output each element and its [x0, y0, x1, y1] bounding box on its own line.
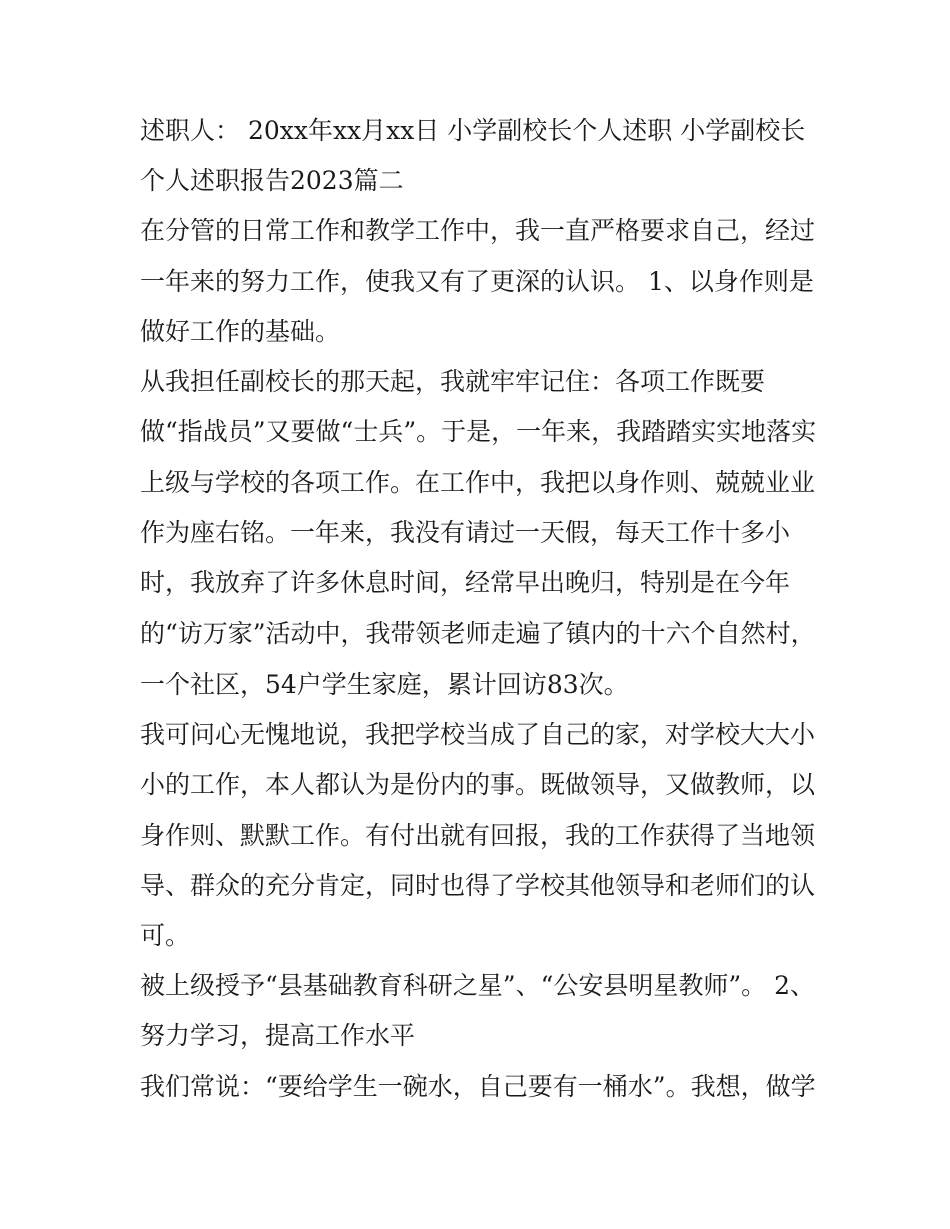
text-line: 一年来的努力工作，使我又有了更深的认识。 1、以身作则是 [140, 267, 814, 296]
text-line: 从我担任副校长的那天起，我就牢牢记住：各项工作既要 [140, 367, 766, 396]
text-line: 上级与学校的各项工作。在工作中，我把以身作则、兢兢业业 [140, 468, 816, 497]
text-line: 作为座右铭。一年来，我没有请过一天假，每天工作十多小 [140, 518, 791, 547]
text-line: 被上级授予“县基础教育科研之星”、“公安县明星教师”。 2、 [140, 971, 815, 1000]
text-line: 可。 [140, 921, 191, 950]
text-line: 的“访万家”活动中，我带领老师走遍了镇内的十六个自然村， [140, 619, 816, 648]
text-line: 我可问心无愧地说，我把学校当成了自己的家，对学校大大小 [140, 720, 816, 749]
text-line: 导、群众的充分肯定，同时也得了学校其他领导和老师们的认 [140, 871, 816, 900]
text-line: 做“指战员”又要做“士兵”。于是，一年来，我踏踏实实地落实 [140, 417, 817, 446]
text-line: 时，我放弃了许多休息时间，经常早出晚归，特别是在今年 [140, 568, 791, 597]
text-line: 一个社区，54户学生家庭，累计回访83次。 [140, 670, 629, 699]
text-line: 努力学习，提高工作水平 [140, 1021, 416, 1050]
text-line: 述职人： 20xx年xx月xx日 小学副校长个人述职 小学副校长 [140, 116, 806, 145]
text-line: 身作则、默默工作。有付出就有回报，我的工作获得了当地领 [140, 821, 816, 850]
text-line: 做好工作的基础。 [140, 317, 341, 346]
text-line: 在分管的日常工作和教学工作中，我一直严格要求自己，经过 [140, 216, 816, 245]
text-line: 个人述职报告2023篇二 [140, 166, 404, 195]
text-line: 小的工作，本人都认为是份内的事。既做领导，又做教师，以 [140, 770, 816, 799]
text-line: 我们常说：“要给学生一碗水，自己要有一桶水”。我想，做学 [140, 1072, 816, 1101]
